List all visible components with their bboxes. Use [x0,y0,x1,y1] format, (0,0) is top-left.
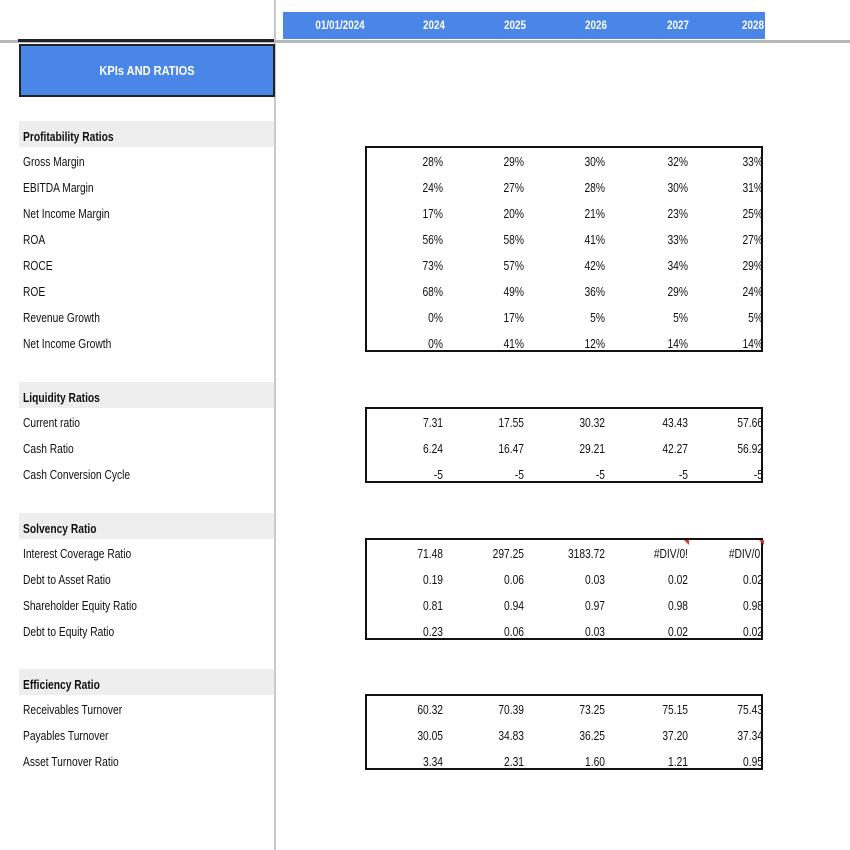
value-cell[interactable]: 56.92 [737,442,763,456]
section-title: Efficiency Ratio [23,678,100,692]
value-cell[interactable]: 0.03 [585,573,605,587]
frozen-column-divider [274,0,276,850]
value-cell[interactable]: 41% [503,337,524,351]
value-cell[interactable]: 27% [742,233,763,247]
value-cell[interactable]: 33% [667,233,688,247]
row-label[interactable]: Cash Conversion Cycle [23,468,131,482]
value-cell[interactable]: 24% [742,285,763,299]
value-cell[interactable]: 58% [503,233,524,247]
value-cell[interactable]: 7.31 [423,416,443,430]
header-cell-0[interactable]: 01/01/2024 [315,18,365,32]
value-cell[interactable]: 29% [503,155,524,169]
row-label[interactable]: Cash Ratio [23,442,74,456]
row-label[interactable]: Revenue Growth [23,311,100,325]
value-cell[interactable]: 29% [667,285,688,299]
row-label[interactable]: Receivables Turnover [23,703,123,717]
section-title: Solvency Ratio [23,522,97,536]
value-cell[interactable]: 0.02 [668,625,688,639]
value-cell[interactable]: 0.02 [668,573,688,587]
value-cell[interactable]: 14% [667,337,688,351]
row-label[interactable]: Shareholder Equity Ratio [23,599,137,613]
row-label[interactable]: Payables Turnover [23,729,109,743]
value-cell[interactable]: 28% [584,181,605,195]
value-cell[interactable]: #DIV/0! [653,547,688,561]
value-cell[interactable]: 297.25 [492,547,524,561]
value-cell[interactable]: 0.23 [423,625,443,639]
page-title: KPIs AND RATIOS [99,63,195,78]
title-box[interactable] [19,44,275,97]
title-top-border [18,39,274,42]
value-cell[interactable]: 0.19 [423,573,443,587]
row-label[interactable]: Debt to Equity Ratio [23,625,115,639]
value-cell[interactable]: 28% [422,155,443,169]
value-cell[interactable]: 29% [742,259,763,273]
value-cell[interactable]: 43.43 [662,416,688,430]
value-cell[interactable]: 0.06 [504,573,524,587]
value-cell[interactable]: 17% [422,207,443,221]
value-cell[interactable]: -5 [433,468,443,482]
value-cell[interactable]: 32% [667,155,688,169]
value-cell[interactable]: 16.47 [498,442,524,456]
value-cell[interactable]: 29.21 [579,442,605,456]
value-cell[interactable]: 3183.72 [567,547,605,561]
section-title: Liquidity Ratios [23,391,100,405]
row-label[interactable]: Net Income Growth [23,337,112,351]
value-cell[interactable]: 0.06 [504,625,524,639]
value-cell[interactable]: 25% [742,207,763,221]
value-cell[interactable]: 73.25 [579,703,605,717]
value-cell[interactable]: 34% [667,259,688,273]
row-label[interactable]: Asset Turnover Ratio [23,755,119,769]
value-cell[interactable]: -5 [514,468,524,482]
value-cell[interactable]: 1.21 [668,755,688,769]
value-cell[interactable]: 33% [742,155,763,169]
error-indicator-icon [759,540,764,545]
value-cell[interactable]: 5% [673,311,688,325]
value-cell[interactable]: -5 [678,468,688,482]
value-cell[interactable]: 5% [590,311,605,325]
value-cell[interactable]: 41% [584,233,605,247]
value-cell[interactable]: 24% [422,181,443,195]
value-cell[interactable]: 42% [584,259,605,273]
value-cell[interactable]: -5 [753,468,763,482]
value-cell[interactable]: 0.03 [585,625,605,639]
value-cell[interactable]: 42.27 [662,442,688,456]
value-cell[interactable]: 56% [422,233,443,247]
value-cell[interactable]: 0.98 [743,599,763,613]
value-cell[interactable]: 70.39 [498,703,524,717]
value-cell[interactable]: 0% [428,337,443,351]
value-cell[interactable]: 30.05 [417,729,443,743]
value-cell[interactable]: 5% [748,311,763,325]
value-cell[interactable]: 30% [667,181,688,195]
value-cell[interactable]: 21% [584,207,605,221]
value-cell[interactable]: 14% [742,337,763,351]
value-cell[interactable]: 0.98 [668,599,688,613]
header-cell-3[interactable]: 2026 [585,18,607,32]
value-cell[interactable]: 73% [422,259,443,273]
row-label[interactable]: Gross Margin [23,155,85,169]
value-cell[interactable]: #DIV/0! [728,547,763,561]
section-title: Profitability Ratios [23,130,114,144]
value-cell[interactable]: 31% [742,181,763,195]
row-label[interactable]: ROCE [23,259,53,273]
value-cell[interactable]: 3.34 [423,755,443,769]
error-indicator-icon [684,540,689,545]
row-label[interactable]: Net Income Margin [23,207,110,221]
value-cell[interactable]: 6.24 [423,442,443,456]
value-cell[interactable]: 2.31 [504,755,524,769]
value-cell[interactable]: 68% [422,285,443,299]
row-label[interactable]: Debt to Asset Ratio [23,573,111,587]
row-label[interactable]: EBITDA Margin [23,181,94,195]
header-cell-2[interactable]: 2025 [504,18,526,32]
value-cell[interactable]: 75.15 [662,703,688,717]
row-label[interactable]: ROE [23,285,46,299]
value-cell[interactable]: 57.66 [737,416,763,430]
value-cell[interactable]: 75.43 [737,703,763,717]
value-cell[interactable]: 49% [503,285,524,299]
value-cell[interactable]: 17% [503,311,524,325]
value-cell[interactable]: 0.97 [585,599,605,613]
value-cell[interactable]: 23% [667,207,688,221]
header-cell-1[interactable]: 2024 [423,18,445,32]
row-label[interactable]: Current ratio [23,416,80,430]
value-cell[interactable]: 71.48 [417,547,443,561]
value-cell[interactable]: 0% [428,311,443,325]
value-cell[interactable]: 20% [503,207,524,221]
value-cell[interactable]: 0.02 [743,573,763,587]
row-label[interactable]: Interest Coverage Ratio [23,547,132,561]
row-label[interactable]: ROA [23,233,46,247]
value-cell[interactable]: 30.32 [579,416,605,430]
value-cell[interactable]: 0.94 [504,599,524,613]
value-cell[interactable]: 0.95 [743,755,763,769]
header-cell-5[interactable]: 2028 [742,18,764,32]
value-cell[interactable]: 1.60 [585,755,605,769]
value-cell[interactable]: 60.32 [417,703,443,717]
value-cell[interactable]: -5 [595,468,605,482]
value-cell[interactable]: 17.55 [498,416,524,430]
value-cell[interactable]: 30% [584,155,605,169]
value-cell[interactable]: 37.20 [662,729,688,743]
value-cell[interactable]: 34.83 [498,729,524,743]
value-cell[interactable]: 27% [503,181,524,195]
value-cell[interactable]: 36.25 [579,729,605,743]
value-cell[interactable]: 57% [503,259,524,273]
value-cell[interactable]: 37.34 [737,729,763,743]
value-cell[interactable]: 0.02 [743,625,763,639]
header-cell-4[interactable]: 2027 [667,18,689,32]
value-cell[interactable]: 12% [584,337,605,351]
value-cell[interactable]: 36% [584,285,605,299]
value-cell[interactable]: 0.81 [423,599,443,613]
